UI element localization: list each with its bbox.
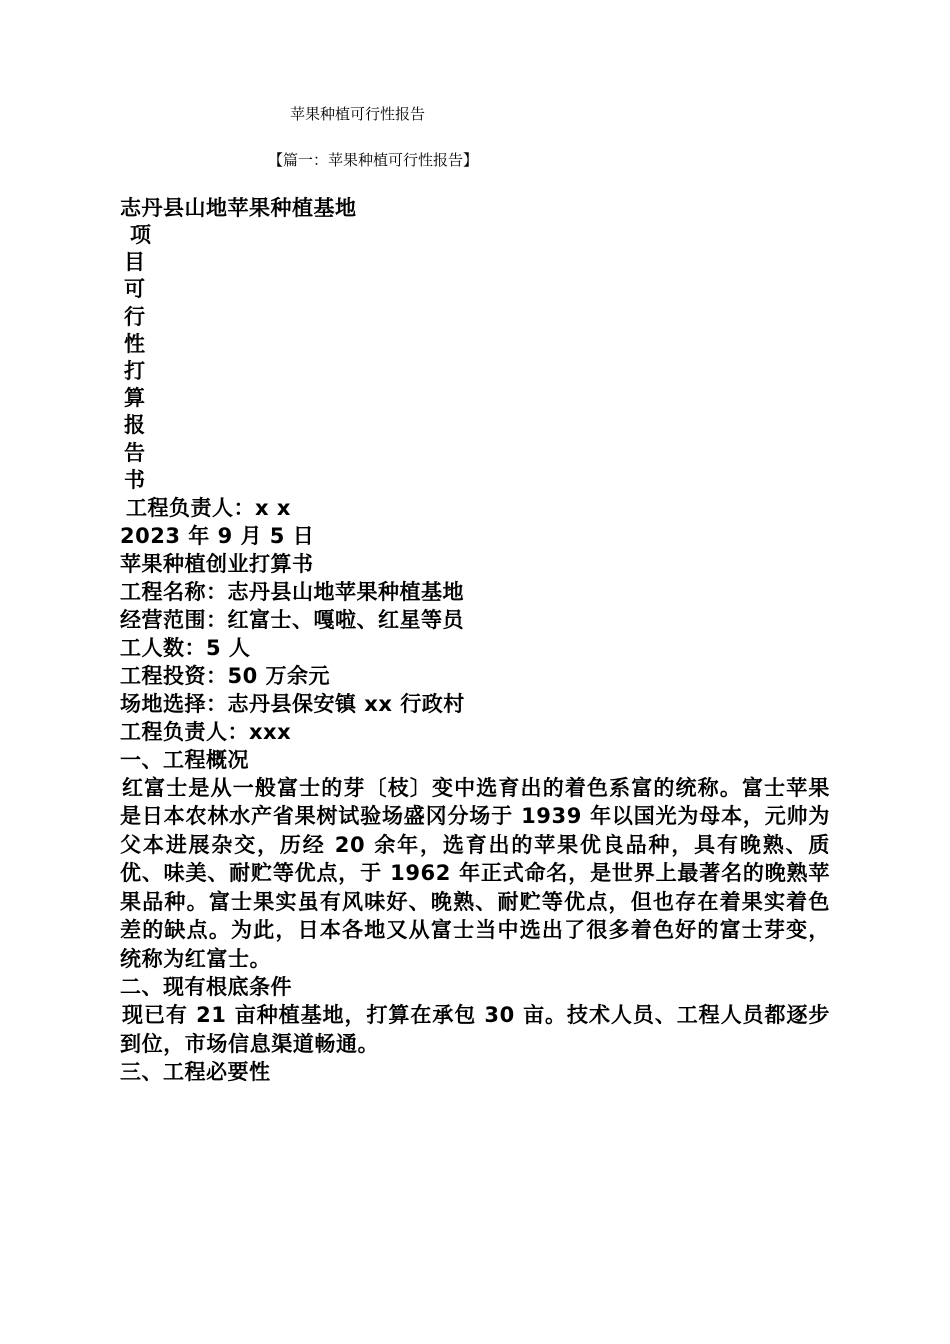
cover-date: 2023 年 9 月 5 日 <box>120 523 315 548</box>
vertical-char: 性 <box>124 331 145 356</box>
section-heading: 三、工程必要性 <box>120 1060 271 1085</box>
vertical-title <box>120 222 152 494</box>
site-selection: 场地选择：志丹县保安镇 xx 行政村 <box>120 691 465 716</box>
base-name: 志丹县山地苹果种植基地 <box>120 196 357 220</box>
vertical-char: 打 <box>124 358 145 383</box>
section-heading: 一、工程概况 <box>120 747 249 772</box>
project-investment: 工程投资：50 万余元 <box>120 663 331 688</box>
vertical-char: 书 <box>124 467 145 492</box>
section-body: 红富士是从一般富士的芽〔枝〕变中选育出的着色系富的统称。富士苹果是日本农林水产省果树试验场盛冈分场于 1939 年以国光为母本，元帅为父本进展杂交，历经 20 余年，选育出的苹果优良品种，具有晚熟、质优、味美、耐贮等优点，于 1962 年正式命名，是世界上最著名的晚熟苹果品种。富士果实虽有风味好、晚熟、耐贮等优点，但也存在着果实着色差的缺点。为此，日本各地又从富士当中选出了很多着色好的富士芽变，统称为红富士。 <box>120 775 830 971</box>
vertical-char: 算 <box>124 386 145 411</box>
vertical-char: 项 <box>130 223 151 247</box>
document-title: 苹果种植可行性报告 <box>290 105 426 123</box>
vertical-char: 报 <box>124 413 145 438</box>
business-scope: 经营范围：红富士、嘎啦、红星等员 <box>120 607 464 632</box>
document-body <box>120 194 830 1086</box>
section-body: 现已有 21 亩种植基地，打算在承包 30 亩。技术人员、工程人员都逐步到位，市场信息渠道畅通。 <box>120 1003 830 1056</box>
project-name: 工程名称：志丹县山地苹果种植基地 <box>120 579 464 604</box>
cover-responsible: 工程负责人：x x <box>126 495 291 520</box>
vertical-char: 可 <box>124 277 145 302</box>
section-heading: 二、现有根底条件 <box>120 975 292 1000</box>
worker-count: 工人数：5 人 <box>120 635 251 660</box>
vertical-char: 告 <box>124 440 145 465</box>
document-subtitle: 【篇一：苹果种植可行性报告】 <box>268 151 479 169</box>
project-leader: 工程负责人：xxx <box>120 719 292 744</box>
vertical-char: 行 <box>124 304 145 329</box>
plan-title: 苹果种植创业打算书 <box>120 551 314 576</box>
vertical-char: 目 <box>124 250 145 275</box>
